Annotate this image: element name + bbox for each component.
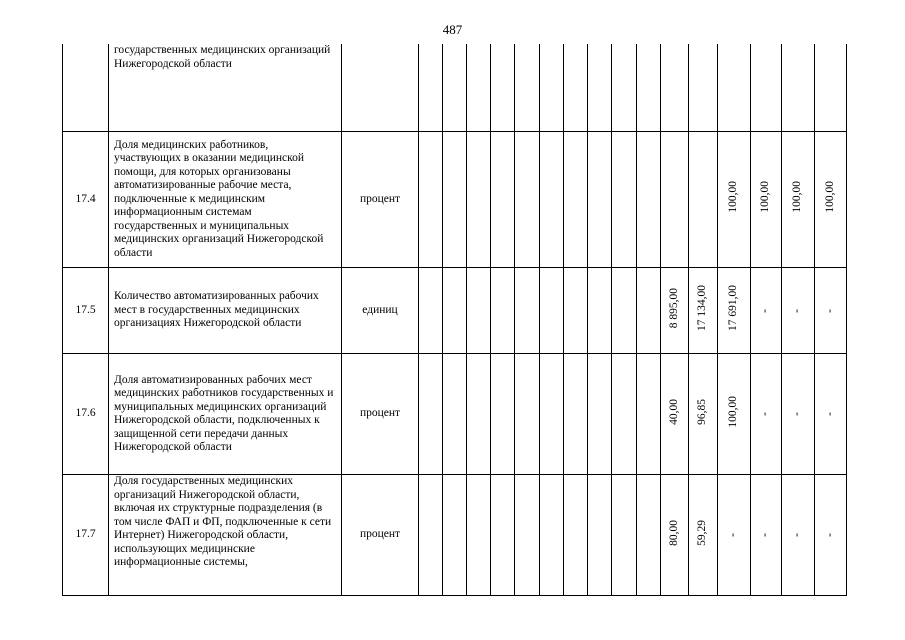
value-cell: [564, 475, 588, 596]
value-cell: [491, 475, 515, 596]
value-cell: [661, 475, 689, 596]
value-cell: [815, 44, 847, 132]
value-cell: [661, 354, 689, 475]
value-cell: [782, 354, 815, 475]
value-cell: [718, 354, 751, 475]
value-cell: [751, 354, 782, 475]
value-cell: [588, 44, 612, 132]
value-cell: [443, 354, 467, 475]
value-cell: [612, 132, 637, 268]
indicator-name-cell: Доля автоматизированных рабочих мест медицинских работников государственных и муниципальных медицинских организаций Нижегородской области, подключенных к защищенной сети передачи данных Нижегородской области: [109, 354, 342, 475]
value-cell: [689, 268, 718, 354]
value-cell: [491, 354, 515, 475]
value-cell: [612, 268, 637, 354]
value-cell: [815, 475, 847, 596]
value-text: 100,00: [759, 181, 772, 214]
unit-cell: единиц: [342, 268, 419, 354]
row-number-cell: 17.6: [63, 354, 109, 475]
value-text: 100,00: [727, 181, 740, 214]
value-text: 59,29: [696, 519, 709, 546]
value-text: 17 691,00: [727, 285, 740, 332]
value-text: -: [823, 412, 836, 417]
value-cell: [588, 268, 612, 354]
value-cell: [564, 354, 588, 475]
value-cell: [540, 44, 564, 132]
value-text: 100,00: [727, 395, 740, 428]
value-cell: [815, 132, 847, 268]
value-cell: [467, 475, 491, 596]
value-cell: [540, 268, 564, 354]
value-cell: [782, 475, 815, 596]
value-text: -: [759, 308, 772, 313]
value-text: 100,00: [791, 181, 804, 214]
indicator-name-cell: Количество автоматизированных рабочих мест в государственных медицинских организациях Нижегородской области: [109, 268, 342, 354]
value-cell: [540, 475, 564, 596]
value-cell: [637, 354, 661, 475]
row-number-cell: 17.4: [63, 132, 109, 268]
value-text: 8 895,00: [667, 288, 680, 329]
value-cell: [588, 132, 612, 268]
value-cell: [637, 44, 661, 132]
value-text: -: [759, 533, 772, 538]
value-cell: [751, 132, 782, 268]
indicator-name-cell: государственных медицинских организаций Нижегородской области: [109, 44, 342, 132]
value-cell: [689, 132, 718, 268]
value-cell: [419, 354, 443, 475]
indicators-table: [62, 44, 847, 596]
value-cell: [540, 132, 564, 268]
value-cell: [419, 268, 443, 354]
value-text: -: [791, 308, 804, 313]
value-cell: [419, 132, 443, 268]
value-cell: [637, 475, 661, 596]
table-row: [63, 354, 847, 475]
value-cell: [467, 268, 491, 354]
value-cell: [718, 132, 751, 268]
table-row: [63, 268, 847, 354]
value-cell: [515, 475, 540, 596]
value-cell: [637, 132, 661, 268]
value-text: -: [791, 533, 804, 538]
row-number-cell: 17.7: [63, 475, 109, 596]
value-cell: [612, 475, 637, 596]
value-cell: [419, 44, 443, 132]
value-cell: [782, 132, 815, 268]
indicator-name-cell: Доля государственных медицинских организаций Нижегородской области, включая их структурные подразделения (в том числе ФАП и ФП, подключенные к сети Интернет) Нижегородской области, использующих медицинские информационные системы,: [109, 475, 342, 596]
value-cell: [689, 354, 718, 475]
value-cell: [588, 354, 612, 475]
value-cell: [612, 44, 637, 132]
value-cell: [515, 268, 540, 354]
table-row: [63, 132, 847, 268]
value-text: 40,00: [667, 398, 680, 425]
value-cell: [751, 475, 782, 596]
unit-cell: процент: [342, 132, 419, 268]
value-cell: [491, 44, 515, 132]
value-cell: [815, 268, 847, 354]
value-text: -: [791, 412, 804, 417]
value-text: -: [759, 412, 772, 417]
value-cell: [815, 354, 847, 475]
value-cell: [443, 475, 467, 596]
value-cell: [491, 132, 515, 268]
value-cell: [443, 132, 467, 268]
value-cell: [782, 44, 815, 132]
value-cell: [751, 268, 782, 354]
value-text: 17 134,00: [696, 285, 709, 332]
table-row: [63, 44, 847, 132]
page-number: 487: [442, 22, 463, 37]
unit-cell: процент: [342, 354, 419, 475]
value-cell: [419, 475, 443, 596]
value-cell: [515, 354, 540, 475]
value-text: -: [823, 533, 836, 538]
value-cell: [661, 44, 689, 132]
table-row: [63, 475, 847, 596]
value-cell: [564, 44, 588, 132]
value-cell: [782, 268, 815, 354]
value-cell: [661, 268, 689, 354]
value-cell: [689, 44, 718, 132]
value-cell: [661, 132, 689, 268]
table-body: [63, 44, 847, 596]
value-cell: [718, 44, 751, 132]
row-number-cell: 17.5: [63, 268, 109, 354]
value-text: 96,85: [696, 398, 709, 425]
value-cell: [612, 354, 637, 475]
value-text: -: [727, 533, 740, 538]
value-cell: [564, 268, 588, 354]
value-cell: [443, 268, 467, 354]
value-cell: [443, 44, 467, 132]
value-cell: [467, 354, 491, 475]
value-cell: [515, 44, 540, 132]
unit-cell: процент: [342, 475, 419, 596]
value-cell: [588, 475, 612, 596]
value-cell: [637, 268, 661, 354]
value-cell: [515, 132, 540, 268]
value-cell: [718, 475, 751, 596]
value-text: 100,00: [823, 181, 836, 214]
unit-cell: [342, 44, 419, 132]
value-text: -: [823, 308, 836, 313]
value-cell: [564, 132, 588, 268]
value-cell: [751, 44, 782, 132]
value-cell: [718, 268, 751, 354]
value-cell: [689, 475, 718, 596]
value-cell: [467, 132, 491, 268]
value-cell: [467, 44, 491, 132]
row-number-cell: [63, 44, 109, 132]
value-text: 80,00: [667, 519, 680, 546]
value-cell: [491, 268, 515, 354]
value-cell: [540, 354, 564, 475]
indicator-name-cell: Доля медицинских работников, участвующих в оказании медицинской помощи, для которых организованы автоматизированные рабочие места, подключенные к медицинским информационным системам государственных и муниципальных медицинских организаций Нижегородской области: [109, 132, 342, 268]
